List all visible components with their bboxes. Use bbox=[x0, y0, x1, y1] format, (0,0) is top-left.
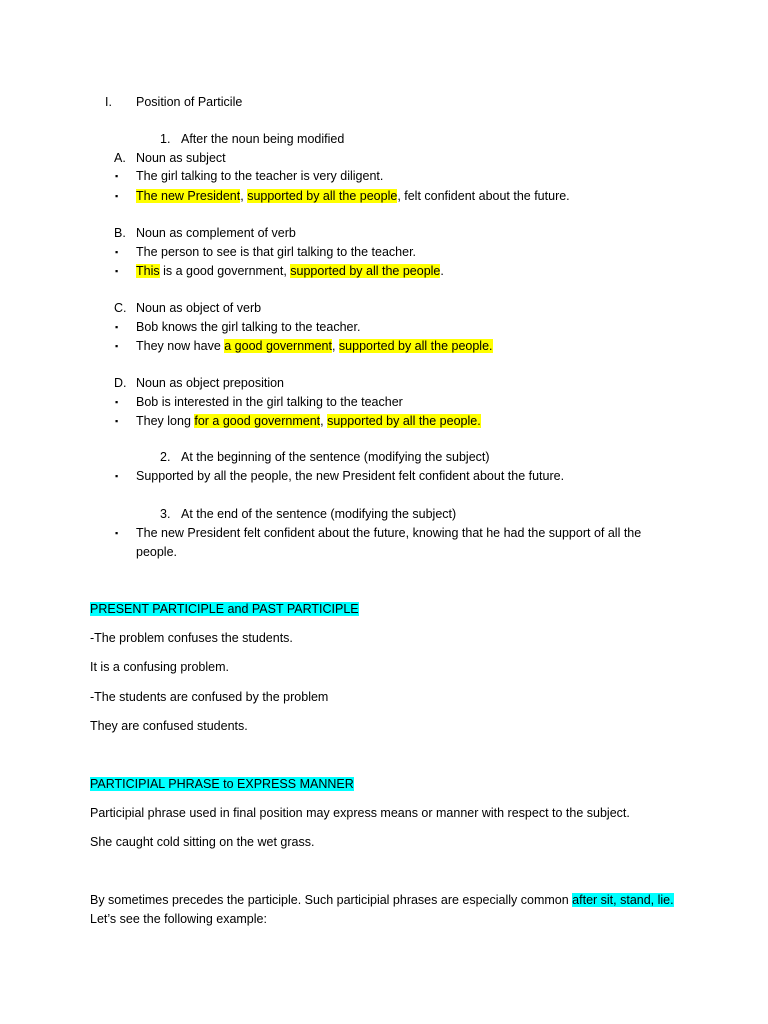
manner-paragraph-3 bbox=[90, 891, 674, 909]
sub3-number: 3. bbox=[160, 507, 171, 521]
bullet-icon: ▪ bbox=[115, 397, 119, 407]
manner-paragraph-1: Participial phrase used in final position may express means or manner with respect to the subject. bbox=[90, 806, 630, 820]
highlight: PRESENT PARTICIPLE and PAST PARTICIPLE bbox=[90, 602, 359, 616]
highlight: PARTICIPIAL PHRASE to EXPRESS MANNER bbox=[90, 777, 354, 791]
sub3-bullet-1-line-1: The new President felt confident about the future, knowing that he had the support of all the bbox=[136, 526, 642, 540]
bullet-icon: ▪ bbox=[115, 528, 119, 538]
highlight: a good government bbox=[224, 339, 332, 353]
heading-title: Position of Particile bbox=[136, 95, 243, 109]
section-b-bullet-2 bbox=[136, 262, 444, 280]
bullet-icon: ▪ bbox=[115, 416, 119, 426]
section-c-letter: C. bbox=[114, 301, 127, 315]
highlight: This bbox=[136, 264, 160, 278]
bullet-icon: ▪ bbox=[115, 341, 119, 351]
manner-paragraph-4: Let’s see the following example: bbox=[90, 912, 267, 926]
section-a-title: Noun as subject bbox=[136, 151, 226, 165]
section-d-title: Noun as object preposition bbox=[136, 376, 285, 390]
bullet-icon: ▪ bbox=[115, 266, 119, 276]
bullet-icon: ▪ bbox=[115, 247, 119, 257]
present-past-line-2: It is a confusing problem. bbox=[90, 660, 229, 674]
section-a-letter: A. bbox=[114, 151, 126, 165]
sub2-title: At the beginning of the sentence (modifying the subject) bbox=[181, 450, 490, 464]
highlight: for a good government bbox=[194, 414, 321, 428]
section-c-title: Noun as object of verb bbox=[136, 301, 262, 315]
section-a-bullet-1: The girl talking to the teacher is very diligent. bbox=[136, 169, 384, 183]
manner-heading bbox=[90, 775, 354, 793]
present-past-heading bbox=[90, 600, 359, 618]
highlight: supported by all the people. bbox=[327, 414, 481, 428]
section-d-bullet-2 bbox=[136, 412, 481, 430]
present-past-line-3: -The students are confused by the problem bbox=[90, 690, 329, 704]
text: By sometimes precedes the participle. Such participial phrases are especially common bbox=[90, 893, 573, 907]
section-c-bullet-2 bbox=[136, 337, 493, 355]
heading-numeral: I. bbox=[105, 95, 112, 109]
sub2-number: 2. bbox=[160, 450, 171, 464]
section-a-bullet-2 bbox=[136, 187, 570, 205]
text: , bbox=[331, 339, 339, 353]
manner-paragraph-2: She caught cold sitting on the wet grass. bbox=[90, 835, 315, 849]
section-b-bullet-1: The person to see is that girl talking to the teacher. bbox=[136, 245, 417, 259]
sub3-bullet-1-line-2: people. bbox=[136, 545, 178, 559]
text: is a good government, bbox=[159, 264, 291, 278]
text: , felt confident about the future. bbox=[397, 189, 570, 203]
sub1-title: After the noun being modified bbox=[181, 132, 345, 146]
highlight: The new President bbox=[136, 189, 241, 203]
sub1-number: 1. bbox=[160, 132, 171, 146]
text: . bbox=[440, 264, 444, 278]
section-b-title: Noun as complement of verb bbox=[136, 226, 296, 240]
highlight: supported by all the people. bbox=[338, 339, 493, 353]
sub3-title: At the end of the sentence (modifying the subject) bbox=[181, 507, 457, 521]
highlight: supported by all the people bbox=[290, 264, 441, 278]
sub2-bullet-1: Supported by all the people, the new President felt confident about the future. bbox=[136, 469, 565, 483]
bullet-icon: ▪ bbox=[115, 322, 119, 332]
section-c-bullet-1: Bob knows the girl talking to the teacher. bbox=[136, 320, 361, 334]
bullet-icon: ▪ bbox=[115, 171, 119, 181]
present-past-line-1: -The problem confuses the students. bbox=[90, 631, 293, 645]
bullet-icon: ▪ bbox=[115, 471, 119, 481]
section-d-letter: D. bbox=[114, 376, 127, 390]
section-b-letter: B. bbox=[114, 226, 126, 240]
highlight: after sit, stand, lie. bbox=[572, 893, 674, 907]
text: They long bbox=[136, 414, 195, 428]
present-past-line-4: They are confused students. bbox=[90, 719, 248, 733]
highlight: supported by all the people bbox=[247, 189, 398, 203]
bullet-icon: ▪ bbox=[115, 191, 119, 201]
section-d-bullet-1: Bob is interested in the girl talking to the teacher bbox=[136, 395, 403, 409]
text: , bbox=[320, 414, 328, 428]
text: , bbox=[240, 189, 248, 203]
text: They now have bbox=[136, 339, 225, 353]
